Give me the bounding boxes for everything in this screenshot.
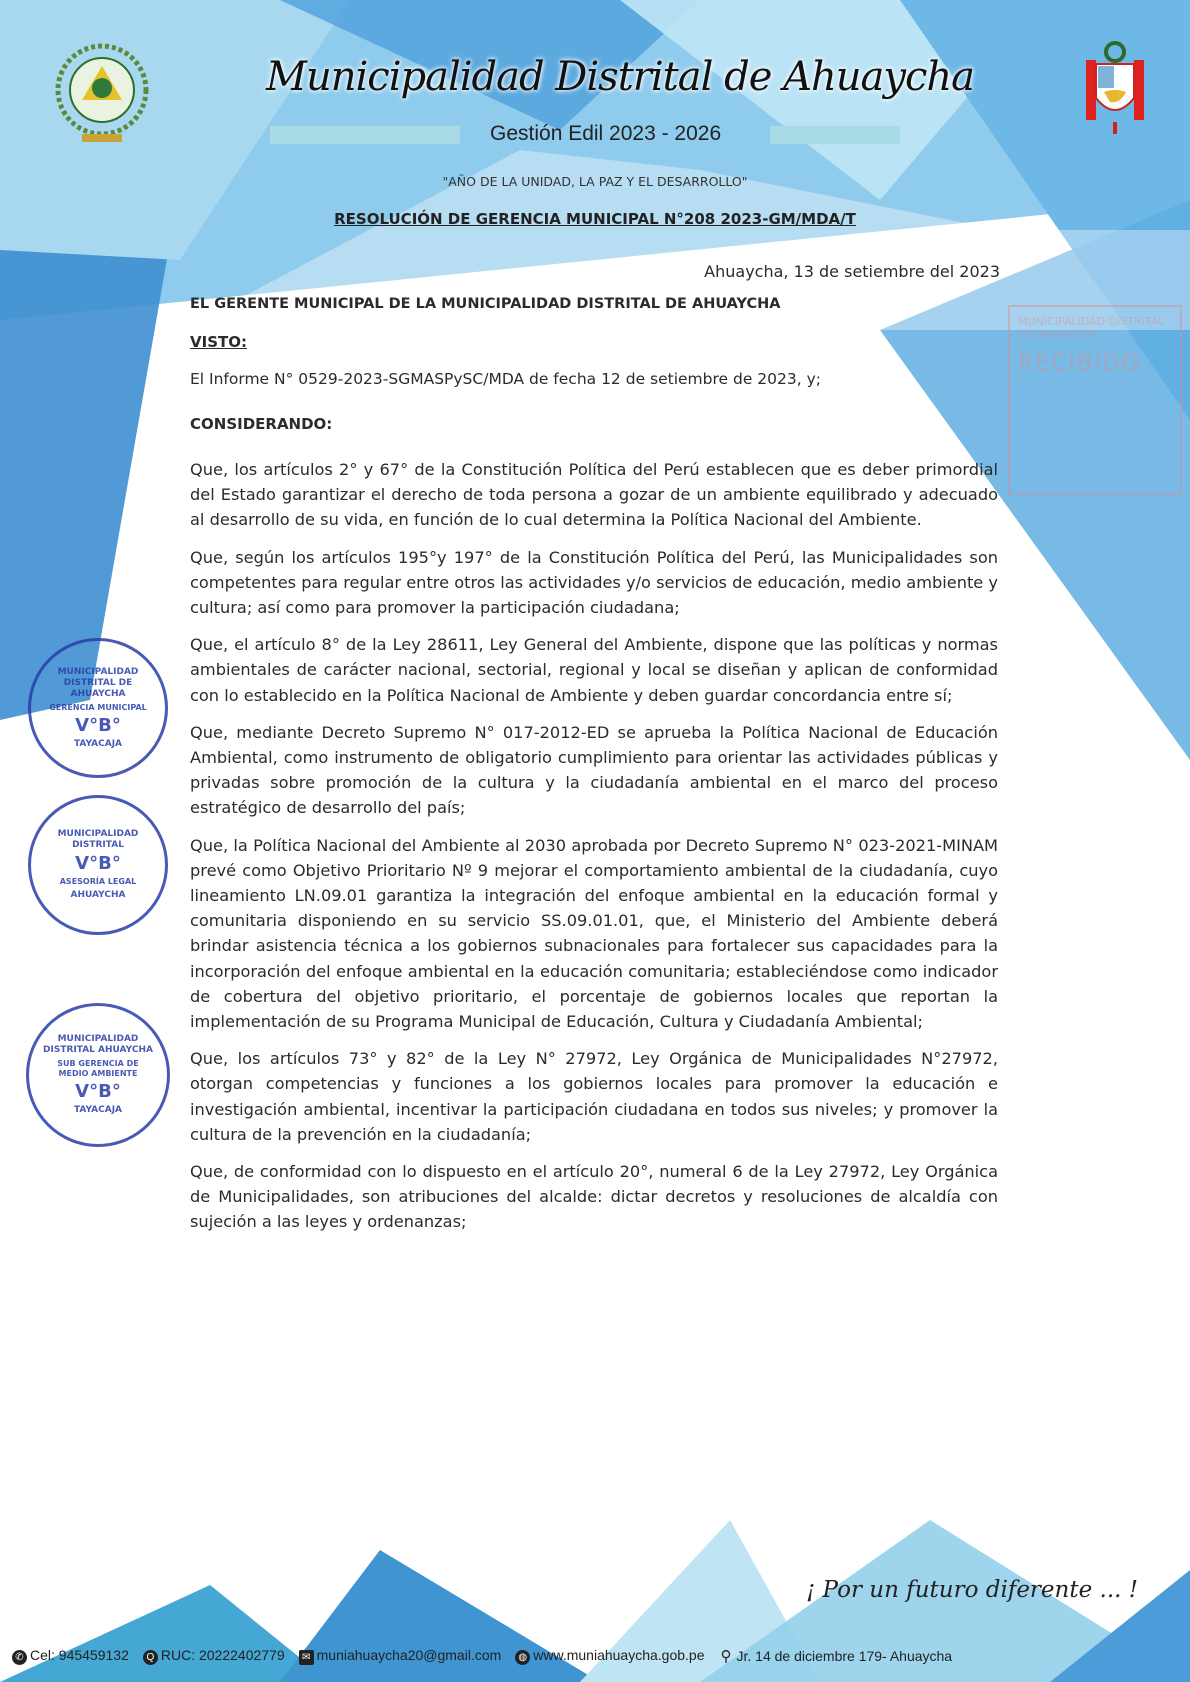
received-stamp [1008,305,1182,495]
peru-coat-of-arms [1080,38,1150,136]
footer-email[interactable] [299,1647,502,1665]
administration-period: Gestión Edil 2023 - 2026 [490,122,722,145]
footer-ruc [143,1647,285,1665]
received-stamp-title: MUNICIPALIDAD DISTRITAL DE AHUAYCHA [1018,315,1165,341]
stamp-label: GERENCIA MUNICIPAL [49,702,147,712]
considerando-paragraph: Que, el artículo 8° de la Ley 28611, Ley General del Ambiente, dispone que las políticas y normas ambientales de carácter nacional, sectorial, regional y local se diseñan y aplican de conformidad con lo establecido en la Política Nacional de Ambiente y deben guardar concordancia entre sí; [190,635,998,705]
search-icon: Q [143,1650,158,1665]
visto-text: El Informe N° 0529-2023-SGMASPySC/MDA de fecha 12 de setiembre de 2023, y; [190,370,821,388]
stamp-center-text: V°B° [75,853,121,874]
ruc-text: RUC: 20222402779 [160,1647,285,1663]
header-band-left [270,126,460,144]
globe-icon: ◍ [515,1650,530,1665]
footer-website[interactable] [515,1647,704,1665]
approval-stamp [28,638,168,778]
municipality-title: Municipalidad Distrital de Ahuaycha [266,54,974,100]
phone-text: Cel: 945459132 [30,1647,129,1663]
mail-icon: ✉ [299,1650,314,1665]
whatsapp-icon: ✆ [12,1650,27,1665]
location-pin-icon: ⚲ [720,1648,732,1665]
website-link[interactable]: www.muniahuaycha.gob.pe [533,1647,705,1663]
approval-stamp [28,795,168,935]
stamp-center-text: V°B° [75,714,121,736]
stamp-ring-text: MUNICIPALIDAD DISTRITAL [57,829,139,850]
issuer-heading: EL GERENTE MUNICIPAL DE LA MUNICIPALIDAD DISTRITAL DE AHUAYCHA [190,296,781,312]
slogan: ¡ Por un futuro diferente ... ! [806,1577,1138,1603]
stamp-label: SUB GERENCIA DE MEDIO AMBIENTE [57,1059,139,1078]
considerando-paragraph: Que, la Política Nacional del Ambiente al 2030 aprobada por Decreto Supremo N° 023-2021-MINAM prevé como Objetivo Prioritario Nº 9 mejorar el comportamiento ambiental de la ciudadanía, cuyo lineamiento LN.09.01 garantiza la integración del enfoque ambiental en la educación formal y comunitaria disponiendo en su servicio SS.09.01.01, que, el Ministerio del Ambiente deberá brindar asistencia técnica a los gobiernos subnacionales para fortalecer sus capacidades para la incorporación del enfoque ambiental en la educación comunitaria; estableciéndose como indicador de cobertura del objetivo prioritario, el porcentaje de gobiernos locales que reportan la implementación de su Programa Municipal de Educación, Cultura y Ciudadanía Ambiental; [190,835,998,1032]
visto-heading: VISTO: [190,333,247,351]
footer-phone [12,1647,129,1665]
resolution-title: RESOLUCIÓN DE GERENCIA MUNICIPAL N°208 2023-GM/MDA/T [334,210,856,228]
year-motto: "AÑO DE LA UNIDAD, LA PAZ Y EL DESARROLLO" [442,174,748,189]
received-stamp-label: RECIBIDO [1018,351,1141,376]
place-date: Ahuaycha, 13 de setiembre del 2023 [704,262,1000,281]
stamp-label: ASESORÍA LEGAL [59,877,137,886]
considerando-heading: CONSIDERANDO: [190,415,333,433]
stamp-bottom-text: TAYACAJA [73,738,123,749]
considerando-paragraph: Que, los artículos 73° y 82° de la Ley N° 27972, Ley Orgánica de Municipalidades N°27972, otorgan competencias y funciones a los gobiernos locales para promover la educación e investigación ambiental, incentivar la participación ciudadana en todos sus niveles; y promover la cultura de la prevención en la ciudadanía; [190,1049,998,1144]
stamp-bottom-text: TAYACAJA [73,1105,123,1115]
footer-contact [12,1647,1182,1665]
considerando-paragraph: Que, los artículos 2° y 67° de la Constitución Política del Perú establecen que es deber primordial del Estado garantizar el derecho de toda persona a gozar de un ambiente equilibrado y adecuado al desarrollo de su vida, en función de lo cual determina la Política Nacional del Ambiente. [190,460,998,530]
approval-stamp [26,1003,170,1147]
email-link[interactable]: muniahuaycha20@gmail.com [316,1647,502,1663]
considerando-paragraph: Que, según los artículos 195°y 197° de la Constitución Política del Perú, las Municipalidades son competentes para regular entre otros las actividades y/o servicios de educación, medio ambiente y cultura; así como para promover la participación ciudadana; [190,547,998,618]
municipal-logo [52,38,152,148]
considerando-paragraph: Que, de conformidad con lo dispuesto en el artículo 20°, numeral 6 de la Ley 27972, Ley Orgánica de Municipalidades, son atribuciones del alcalde: dictar decretos y resoluciones de alcaldía con sujeción a las leyes y ordenanzas; [190,1162,998,1232]
stamp-ring-text: MUNICIPALIDAD DISTRITAL AHUAYCHA [43,1034,153,1055]
stamp-ring-text: MUNICIPALIDAD DISTRITAL DE AHUAYCHA [57,666,139,699]
considerando-paragraph: Que, mediante Decreto Supremo N° 017-2012-ED se aprueba la Política Nacional de Educación Ambiental, como instrumento de obligatorio cumplimiento para orientar las actividades públicas y privadas sobre promoción de la cultura y la ciudadanía ambiental en el marco del proceso estratégico de desarrollo del país; [190,722,998,818]
footer-address [719,1648,953,1664]
stamp-bottom-text: AHUAYCHA [70,890,126,900]
considerando-body [190,457,998,1247]
address-text: Jr. 14 de diciembre 179- Ahuaycha [736,1648,953,1664]
stamp-center-text: V°B° [75,1081,121,1102]
